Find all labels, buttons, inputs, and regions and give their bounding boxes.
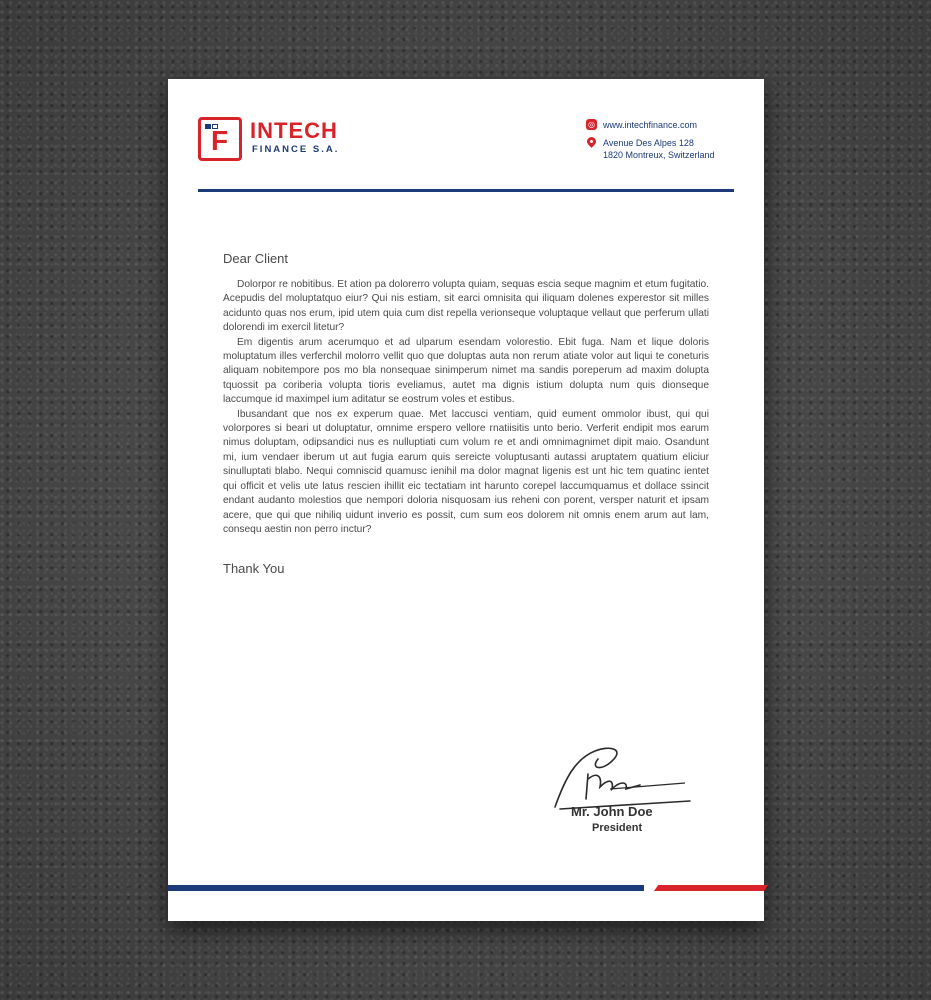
closing: Thank You [223, 561, 285, 577]
address-line-1: Avenue Des Alpes 128 [603, 138, 694, 148]
letter-body [223, 251, 709, 576]
signer-name: Mr. John Doe [571, 804, 653, 819]
company-logo [198, 117, 358, 163]
letterhead-page [168, 79, 764, 921]
paragraph: Dolorpor re nobitibus. Et ation pa dolorerro volupta quiam, sequas escia seque magnim et etum fugitatio. Acepudis del moluptatquo eiur? Qui nis estiam, sit earci omnisita qui iliquam dolenes experestor sit milles acidunto quas nos erum, ipid utem quia cum dist repella verionseque voluptaque vellaut que perferum ullati dolorendi im exercil litetur? [223, 279, 709, 334]
logo-letter: F [211, 125, 229, 156]
footer-stripe-blue [168, 885, 644, 891]
address-line-2: 1820 Montreux, Switzerland [603, 150, 715, 160]
salutation: Dear Client [223, 251, 289, 266]
paragraph: Em digentis arum acerumquo et ad ulparum esendam volorestio. Ebit fuga. Nam et lique doloris moluptatum illes verferchil molorro vellit quo que doluptas auta non rerum atiate volor aut liqui te coneturis aliquam nobitempore pos mo bla nonsequae sinimperum nimet ma sandis poreperum ad maxim dolupta tquossit pa coriberia volupta tioris eveliamus, autet ma dignis istium dolupta num quis dionseque laccumque id maximpel ium aditatur se eostrum voles et estibus. [223, 336, 709, 406]
contact-block [586, 119, 715, 167]
logo-mark [198, 117, 242, 161]
company-subtitle: FINANCE S.A. [252, 144, 340, 155]
paragraph: Ibusandant que nos ex experum quae. Met laccusci ventiam, quid eument ommolor ibust, qui qui volorpores si beari ut doluptatur, omnime erspero vellore rnatiisitis unto berio. Verferit endipit mos earum nimus doluptam, odipsandici nus es nulluptiati cum volum re et andi omnimagnimet dipit maio. Osandunt mi, ium vendaer iberum ut aut fugia earum quis sereicte voluptusanti autassi aruptatem quatium eliciur sinulluptati blabo. Nequi comniscid quamusc ienihil ma dolor magnat ligenis est unt hic tem quatinc ientet qui officit et velis ute latus rescien ihillit eic tectatiam int harunto corepel laccumquamus et dollace ssincit endant audanto molestios que nempori doloria nisquosam ius reheni con porent, versper naturit et ipsam acere, que qui que nihiliq uidunt inverio es possit, cum sum eos dolorem nit omnis enem arum aut lam, consequ aestin non perro inctur? [223, 408, 709, 535]
website-text: www.intechfinance.com [603, 120, 698, 130]
map-pin-icon [585, 135, 598, 148]
signature-image [550, 739, 700, 814]
website-row [586, 119, 715, 131]
header-divider [198, 189, 734, 192]
address-row [586, 137, 715, 161]
globe-icon: ◎ [586, 119, 597, 130]
signer-title: President [592, 822, 643, 834]
company-name: INTECH [250, 118, 338, 143]
footer-stripe-red [654, 885, 768, 891]
